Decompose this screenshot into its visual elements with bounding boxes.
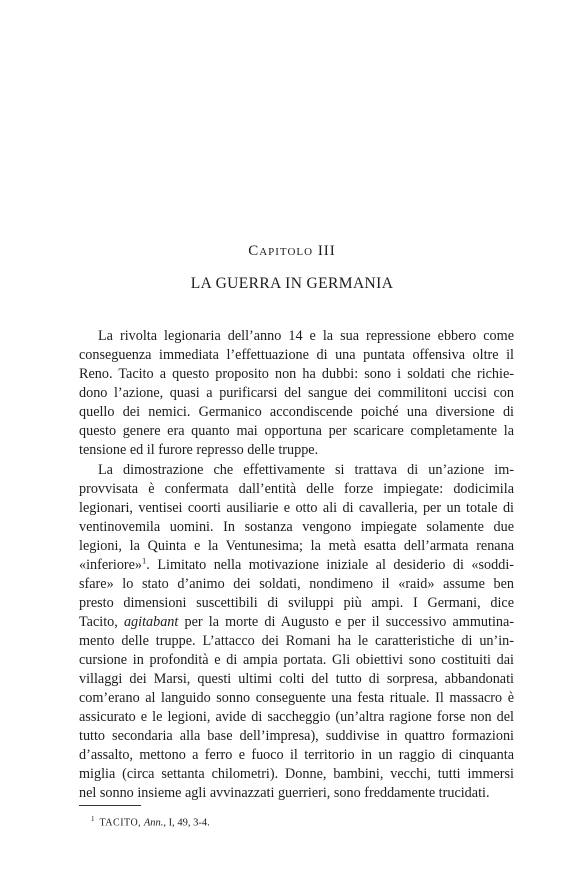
paragraph-2-line-12: villaggi dei Marsi, questi ultimi colti del tutto di sorpresa, abbandonati (79, 671, 514, 687)
footnote-reference-text: , I, 49, 3-4. (163, 817, 210, 829)
line-text-post-italic: per la morte di Augusto e per il successivo ammutina- (178, 614, 515, 630)
paragraph-1-line-6: questo genere era quanto mai opportuna per scaricare completamente la (79, 423, 514, 439)
chapter-label-smallcaps: APITOLO (259, 246, 314, 258)
paragraph-2-line-4: ventinovemila uomini. In sostanza vengono impiegate solamente due (79, 519, 514, 535)
paragraph-2-line-18: nel sonno insieme agli avvinazzati guerrieri, sono freddamente trucidati. (79, 785, 490, 801)
paragraph-2-line-1: La dimostrazione che effettivamente si trattava di un’azione im- (98, 462, 514, 478)
paragraph-2-line-11: cursione in profondità e di ampia portata. Gli obiettivi sono costituiti dai (79, 652, 514, 668)
chapter-title: LA GUERRA IN GERMANIA (190, 275, 394, 292)
paragraph-2-line-14: assicurato e le legioni, avide di saccheggio (un’altra ragione forse non del (79, 709, 514, 725)
footnote (91, 815, 210, 829)
paragraph-1-line-3: Reno. Tacito a questo proposito non ha dubbi: sono i soldati che richie- (79, 366, 514, 382)
footnote-separator-rule (79, 805, 141, 806)
paragraph-1-line-1: La rivolta legionaria dell’anno 14 e la sua repressione ebbero come (98, 328, 514, 344)
line-text-post-footnote: . Limitato nella motivazione iniziale al desiderio di «soddi- (146, 557, 514, 573)
paragraph-2-line-2: provvisata è confermata dall’entità delle forze impiegate: dodicimila (79, 481, 514, 497)
chapter-number (0, 243, 584, 260)
footnote-number: 1 (91, 815, 95, 823)
line-text-pre-italic: Tacito, (79, 614, 124, 630)
line-text-pre-footnote: «inferiore» (79, 557, 143, 573)
paragraph-2-line-5: legioni, la Quinta e la Ventunesima; la metà esatta dell’armata renana (79, 538, 514, 554)
paragraph-2-line-17: miglia (circa settanta chilometri). Donne, bambini, vecchi, tutti immersi (79, 766, 514, 782)
paragraph-2-line-10: mento delle truppe. L’attacco dei Romani ha le caratteristiche di un’in- (79, 633, 514, 649)
paragraph-2-line-9 (79, 613, 514, 632)
paragraph-2-line-6 (79, 556, 514, 575)
footnote-reference[interactable]: 1 (142, 555, 147, 566)
paragraph-1-line-7: tensione ed il furore represso delle truppe. (79, 442, 319, 458)
chapter-label-initial: C (248, 243, 260, 259)
paragraph-2-line-3: legionari, ventisei coorti ausiliarie e otto ali di cavalleria, per un totale di (79, 500, 514, 516)
chapter-numeral: III (317, 243, 336, 259)
footnote-work-title: Ann. (143, 817, 164, 829)
paragraph-2-line-7: sfare» lo stato d’animo dei soldati, nondimeno il «raid» assume ben (79, 576, 514, 592)
paragraph-2-line-13: com’erano al languido sonno conseguente una festa rituale. Il massacro è (79, 690, 514, 706)
paragraph-2-line-8: presto dimensioni suscettibili di sviluppi più ampi. I Germani, dice (79, 595, 514, 611)
paragraph-2-line-16: d’assalto, mettono a ferro e fuoco il territorio in un raggio di cinquanta (79, 747, 514, 763)
footnote-author: TACITO, (99, 817, 142, 829)
paragraph-1-line-2: conseguenza immediata l’effettuazione di una puntata offensiva oltre il (79, 347, 514, 363)
paragraph-1-line-4: dono l’azione, quasi a purificarsi del sangue dei commilitoni uccisi con (79, 385, 514, 401)
paragraph-1-line-5: quello dei nemici. Germanico accondiscende poiché una diversione di (79, 404, 514, 420)
italic-latin-word: agitabant (123, 614, 179, 630)
paragraph-2-line-15: tutto secondaria alla base dell’impresa), suddivise in quattro formazioni (79, 728, 514, 744)
